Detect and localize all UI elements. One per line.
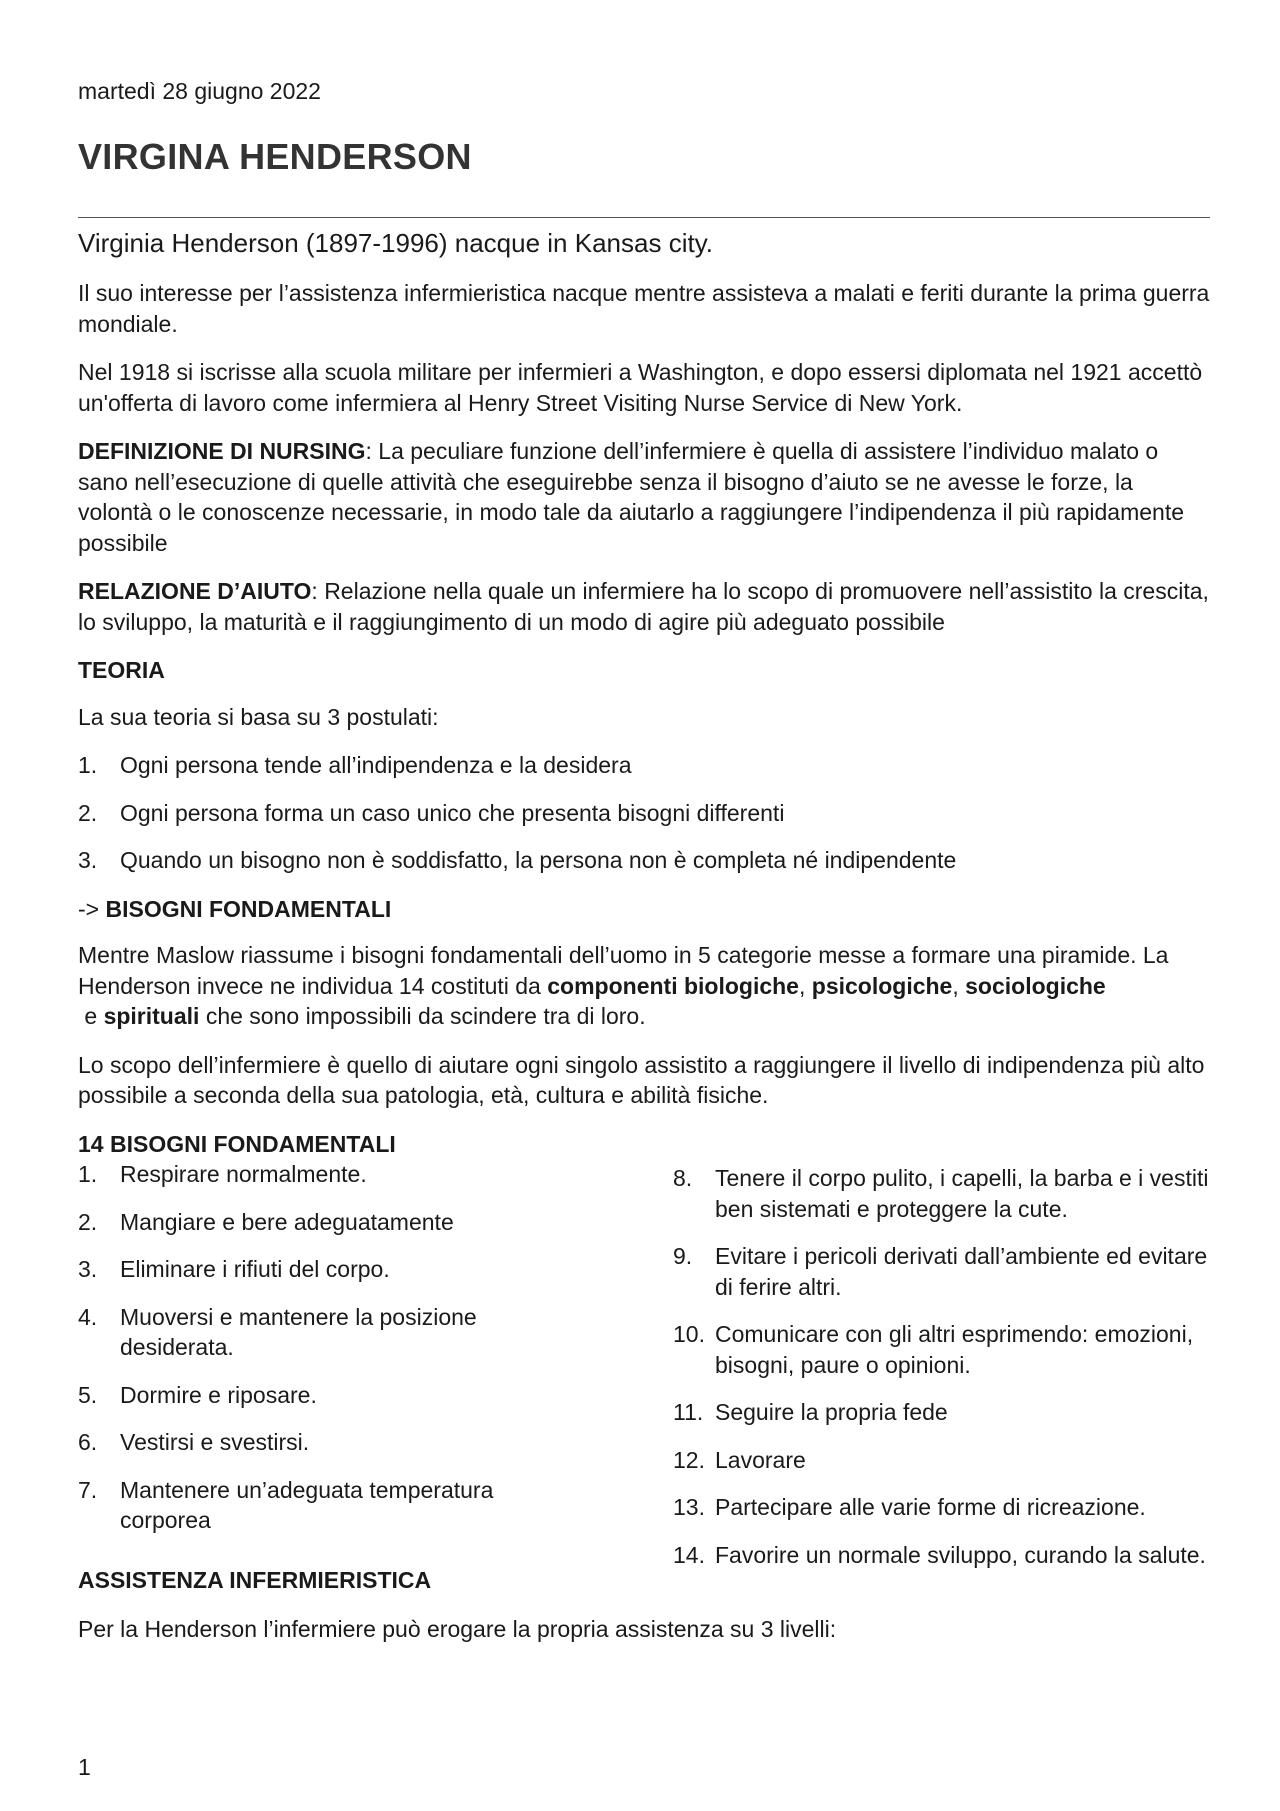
intro-paragraph-1: Il suo interesse per l’assistenza infermieristica nacque mentre assisteva a malati e feriti durante la prima guerra mondiale. (78, 280, 1210, 337)
list-item (78, 1159, 673, 1190)
definition-nursing-label: DEFINIZIONE DI NURSING (78, 438, 366, 464)
list-item (673, 1492, 1210, 1523)
needs-text: Mentre Maslow riassume i bisogni fondamentali dell’uomo in 5 categorie messe a formare una piramide. La Henderson invece ne individua 14 costituti da (78, 942, 1169, 999)
list-item (78, 845, 1210, 876)
needs-text: e (78, 1003, 104, 1029)
document-date: martedì 28 giugno 2022 (78, 78, 321, 104)
relationship-paragraph (78, 576, 1210, 637)
list-item (78, 1302, 673, 1363)
relationship-label: RELAZIONE D’AIUTO (78, 578, 312, 604)
list-text: Lavorare (715, 1446, 806, 1473)
list-number: 3. (78, 1256, 98, 1282)
needs-bold-spirituali: spirituali (103, 1003, 200, 1029)
list-item (78, 750, 1210, 781)
list-item (78, 798, 1210, 829)
list-number: 1. (78, 752, 98, 778)
relationship-text: : Relazione nella quale un infermiere ha lo scopo di promuovere nell’assistito la crescita, lo sviluppo, la maturità e il raggiungimento di un modo di agire più adeguato possibile (78, 578, 1209, 635)
fourteen-needs-columns (78, 1159, 1210, 1587)
list-text: Eliminare i rifiuti del corpo. (120, 1256, 390, 1282)
intro-paragraph-2: Nel 1918 si iscrisse alla scuola militare per infermieri a Washington, e dopo essersi diplomata nel 1921 accettò un'offerta di lavoro come infermiera al Henry Street Visiting Nurse Service di New York. (78, 359, 1203, 416)
list-item (78, 1254, 673, 1285)
list-number: 4. (78, 1303, 98, 1330)
list-number: 3. (78, 847, 98, 873)
needs-paragraph-2: Lo scopo dell’infermiere è quello di aiutare ogni singolo assistito a raggiungere il livello di indipendenza più alto possibile a seconda della sua patologia, età, cultura e abilità fisiche. (78, 1051, 1205, 1108)
list-item (673, 1163, 1210, 1224)
needs-text: , (798, 972, 812, 999)
postulates-list (78, 750, 1210, 876)
list-item (78, 1380, 673, 1411)
list-text: Mangiare e bere adeguatamente (120, 1208, 454, 1235)
list-item (78, 1207, 673, 1238)
list-text: Ogni persona tende all’indipendenza e la desidera (120, 752, 632, 778)
fourteen-needs-heading: 14 BISOGNI FONDAMENTALI (78, 1130, 396, 1157)
list-text: Vestirsi e svestirsi. (120, 1429, 310, 1455)
page-title: VIRGINA HENDERSON (78, 136, 472, 177)
list-item (78, 1475, 673, 1536)
list-number: 5. (78, 1381, 98, 1408)
list-text: Seguire la propria fede (715, 1399, 948, 1425)
needs-bold-sociologiche: sociologiche (965, 972, 1106, 999)
list-item (673, 1241, 1210, 1302)
nursing-care-heading: ASSISTENZA INFERMIERISTICA (78, 1567, 432, 1593)
list-item (673, 1540, 1210, 1571)
nursing-care-text: Per la Henderson l’infermiere può erogare la propria assistenza su 3 livelli: (78, 1615, 837, 1642)
needs-bold-biologiche: componenti biologiche (547, 972, 799, 999)
needs-heading-text: BISOGNI FONDAMENTALI (105, 895, 392, 922)
needs-text: che sono impossibili da scindere tra di loro. (199, 1003, 646, 1029)
list-number: 7. (78, 1476, 98, 1503)
list-number: 6. (78, 1429, 98, 1455)
list-text: Ogni persona forma un caso unico che presenta bisogni differenti (120, 799, 785, 826)
list-number: 9. (673, 1243, 693, 1269)
list-text: Evitare i pericoli derivati dall’ambiente ed evitare di ferire altri. (715, 1243, 1208, 1300)
page-number: 1 (78, 1754, 91, 1780)
list-number: 2. (78, 799, 98, 826)
intro-lead: Virginia Henderson (1897-1996) nacque in Kansas city. (78, 228, 713, 258)
list-number: 2. (78, 1208, 98, 1235)
theory-intro: La sua teoria si basa su 3 postulati: (78, 703, 439, 730)
definition-nursing-text: : La peculiare funzione dell’infermiere è quella di assistere l’individuo malato o sano nell’esecuzione di quelle attività che eseguirebbe senza il bisogno d’aiuto se ne avesse le forze, la volontà o le conoscenze necessarie, in modo tale da aiutarlo a raggiungere l’indipendenza il più rapidamente possibile (78, 438, 1184, 556)
list-number: 14. (673, 1541, 705, 1568)
list-number: 13. (673, 1494, 705, 1520)
list-text: Mantenere un’adeguata temperatura corporea (120, 1476, 494, 1533)
list-text: Comunicare con gli altri esprimendo: emozioni, bisogni, paure o opinioni. (715, 1321, 1194, 1378)
list-number: 12. (673, 1446, 705, 1473)
document-body (78, 226, 1210, 1662)
list-text: Dormire e riposare. (120, 1381, 317, 1408)
list-item (673, 1397, 1210, 1428)
title-divider (78, 217, 1210, 218)
list-item (78, 1427, 673, 1458)
definition-nursing-paragraph (78, 436, 1210, 558)
list-text: Tenere il corpo pulito, i capelli, la barba e i vestiti ben sistemati e proteggere la cute. (715, 1165, 1209, 1222)
list-number: 8. (673, 1165, 693, 1191)
list-text: Respirare normalmente. (120, 1161, 367, 1187)
arrow-prefix: -> (78, 895, 106, 922)
needs-text: , (952, 972, 966, 999)
list-text: Favorire un normale sviluppo, curando la salute. (715, 1541, 1206, 1568)
needs-paragraph-1 (78, 940, 1210, 1032)
needs-bold-psicologiche: psicologiche (811, 972, 953, 999)
needs-list-left (78, 1159, 673, 1587)
list-number: 10. (673, 1321, 705, 1347)
needs-list-right (673, 1163, 1210, 1587)
theory-heading: TEORIA (78, 657, 165, 683)
needs-heading (78, 894, 1210, 925)
list-item (673, 1319, 1210, 1380)
list-number: 1. (78, 1161, 98, 1187)
list-text: Partecipare alle varie forme di ricreazione. (715, 1494, 1146, 1520)
list-text: Quando un bisogno non è soddisfatto, la persona non è completa né indipendente (120, 847, 957, 873)
list-item (673, 1445, 1210, 1476)
list-number: 11. (673, 1399, 704, 1425)
list-text: Muoversi e mantenere la posizione desiderata. (120, 1303, 477, 1360)
